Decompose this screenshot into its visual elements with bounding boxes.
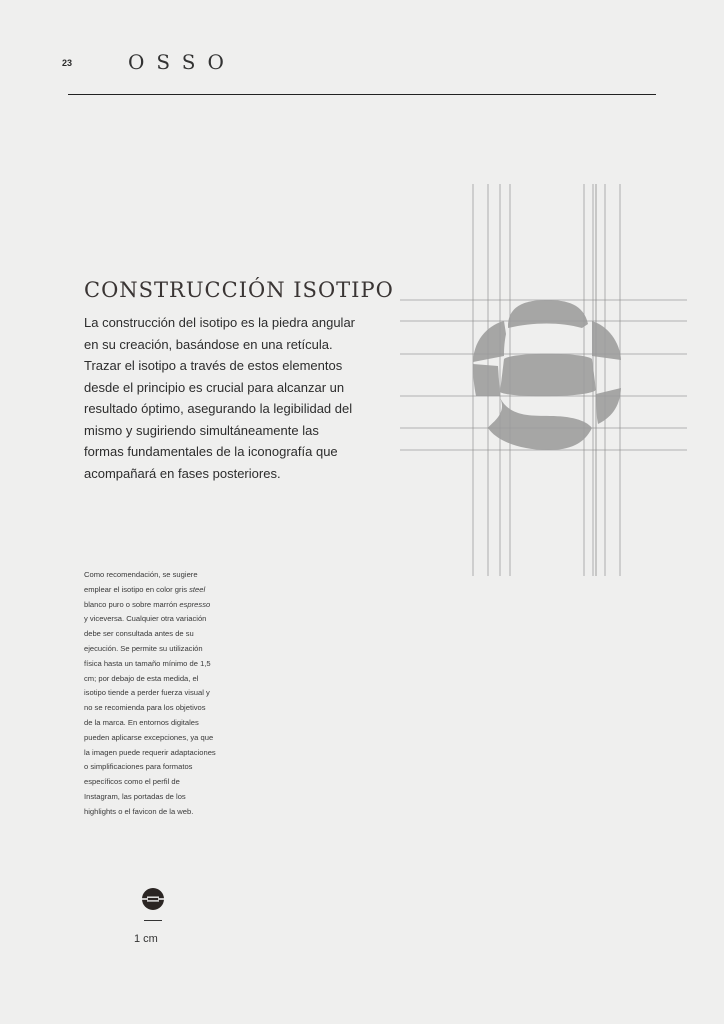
usage-note-text: Como recomendación, se sugiere emplear el isotipo en color gris steel blanco puro o sobre marrón espresso y viceversa. Cualquier otra variación debe ser consultada antes de su ejecución. Se permite su utilización física hasta un tamaño mínimo de 1,5 cm; por debajo de esta medida, el isotipo tiende a perder fuerza visual y no se recomienda para los objetivos de la marca. En entornos digitales pueden aplicarse excepciones, ya que la imagen puede requerir adaptaciones o simplificaciones para formatos específicos como el perfil de Instagram, las portadas de los highlights o el favicon de la web. <box>84 570 216 816</box>
color-name-steel: steel <box>189 584 206 594</box>
isotype-construction-grid <box>400 184 690 576</box>
mini-isotype-icon <box>140 886 166 912</box>
size-reference-rule <box>144 920 162 921</box>
page-number: 23 <box>62 58 73 68</box>
color-name-espresso: espresso <box>179 599 211 609</box>
brand-wordmark: OSSO <box>128 50 236 74</box>
isotype-shape <box>473 300 621 450</box>
section-title: CONSTRUCCIÓN ISOTIPO <box>84 278 394 302</box>
section-body-text: La construcción del isotipo es la piedra angular en su creación, basándose en una retícula. Trazar el isotipo a través de estos elementos desde el principio es crucial para alcanzar un resultado óptimo, asegurando la legibilidad del mismo y sugiriendo simultáneamente las formas fundamentales de la iconografía que acompañará en fases posteriores. <box>84 315 356 481</box>
size-reference-label: 1 cm <box>134 933 158 945</box>
header-divider <box>68 94 656 95</box>
